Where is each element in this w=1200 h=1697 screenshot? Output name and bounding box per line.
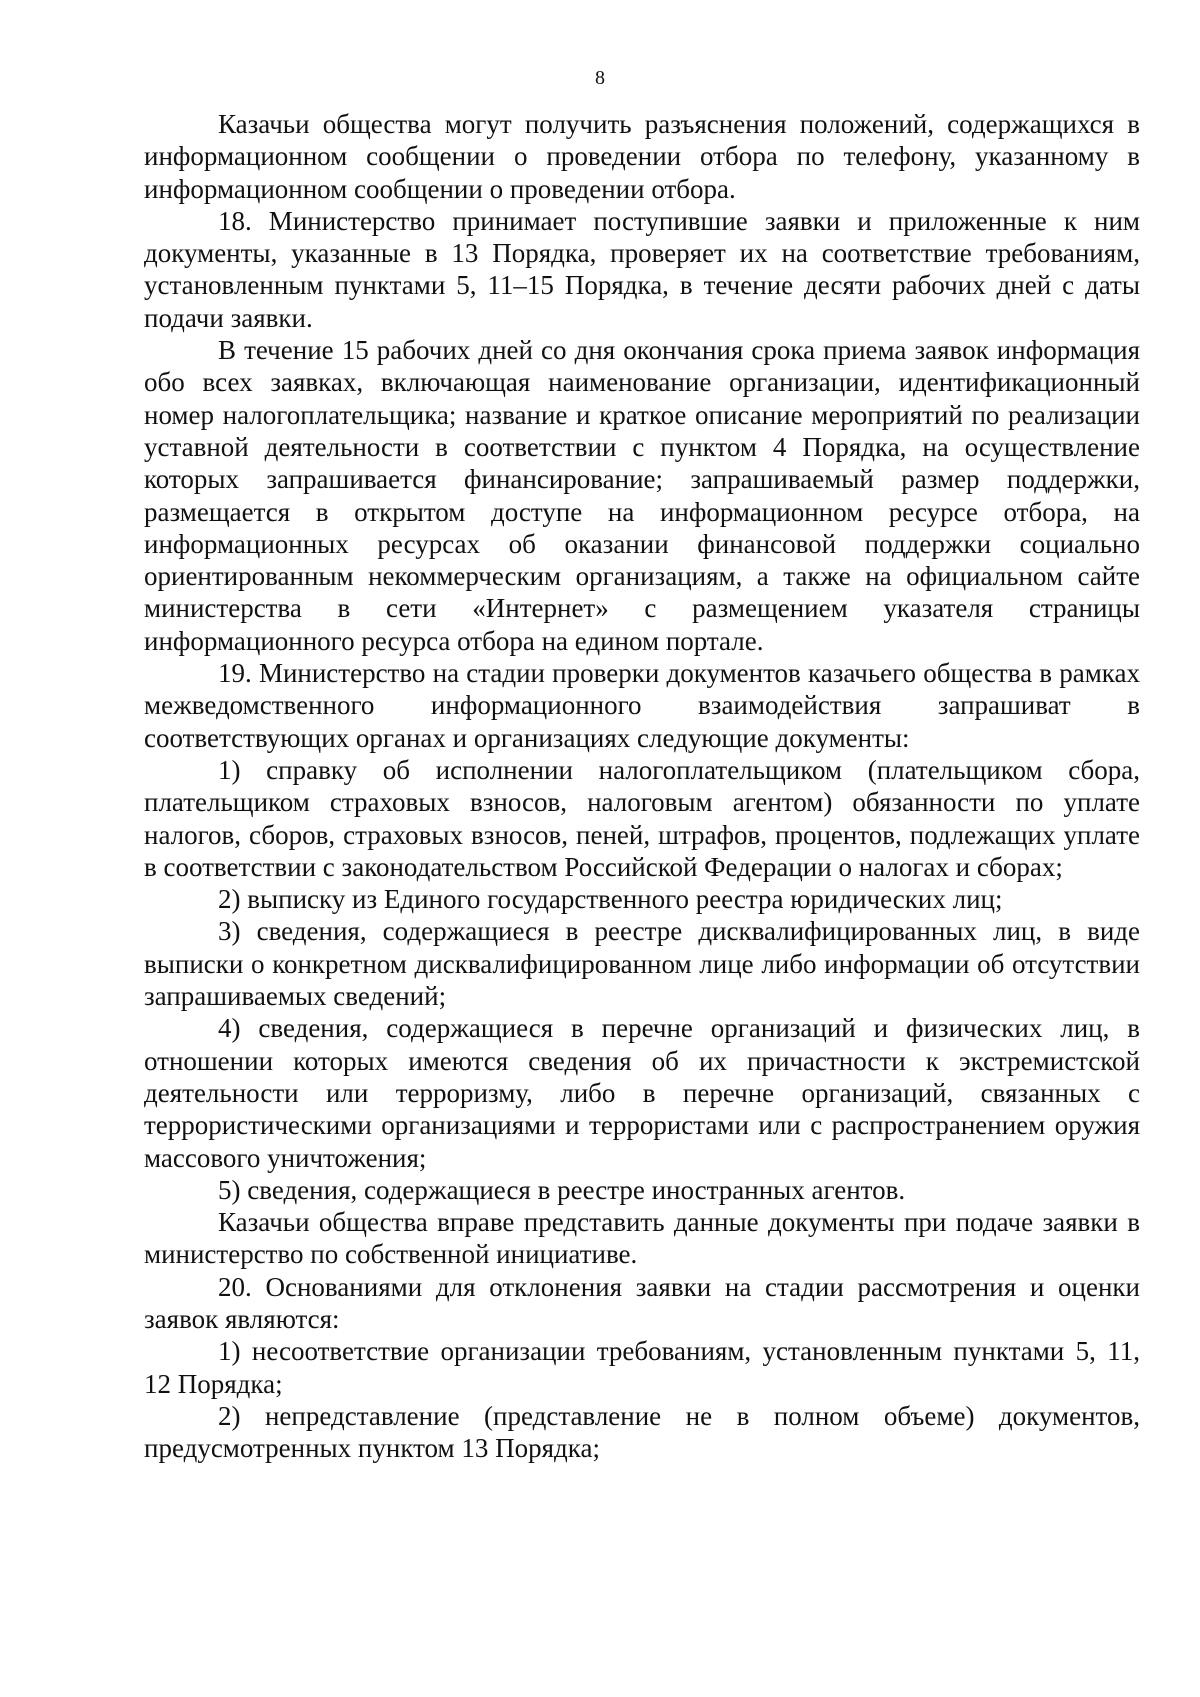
paragraph-clarifications: Казачьи общества могут получить разъяснения положений, содержащихся в информационном сообщении о проведении отбора по телефону, указанному в информационном сообщении о проведении отбора. [144,109,1140,204]
paragraph-item-20: 20. Основаниями для отклонения заявки на стадии рассмотрения и оценки заявок являются: [144,1271,1140,1334]
paragraph-own-initiative: Казачьи общества вправе представить данные документы при подаче заявки в министерство по собственной инициативе. [144,1207,1140,1270]
list-item-19-3: 3) сведения, содержащиеся в реестре дисквалифицированных лиц, в виде выписки о конкретном дисквалифицированном лице либо информации об отсутствии запрашиваемых сведений; [144,916,1140,1012]
list-item-19-4: 4) сведения, содержащиеся в перечне организаций и физических лиц, в отношении которых имеются сведения об их причастности к экстремистской деятельности или терроризму, либо в перечне организаций, связанных с террористическими организациями и террористами или с распространением оружия массового уничтожения; [144,1013,1140,1173]
list-item-19-1: 1) справку об исполнении налогоплательщиком (плательщиком сбора, плательщиком страховых взносов, налоговым агентом) обязанности по уплате налогов, сборов, страховых взносов, пеней, штрафов, процентов, подлежащих уплате в соответствии с законодательством Российской Федерации о налогах и сборах; [144,754,1140,882]
document-body [144,108,1140,1464]
paragraph-item-18: 18. Министерство принимает поступившие заявки и приложенные к ним документы, указанные в 13 Порядка, проверяет их на соответствие требованиям, установленным пунктами 5, 11–15 Порядка, в течение десяти рабочих дней с даты подачи заявки. [144,205,1140,333]
list-item-20-1: 1) несоответствие организации требованиям, установленным пунктами 5, 11, 12 Порядка; [144,1336,1140,1399]
paragraph-item-19: 19. Министерство на стадии проверки документов казачьего общества в рамках межведомственного информационного взаимодействия запрашиват в соответствующих органах и организациях следующие документы: [144,658,1140,753]
list-item-19-2: 2) выписку из Единого государственного реестра юридических лиц; [218,884,1003,915]
paragraph-publication: В течение 15 рабочих дней со дня окончания срока приема заявок информация обо всех заявках, включающая наименование организации, идентификационный номер налогоплательщика; название и краткое описание мероприятий по реализации уставной деятельности в соответствии с пунктом 4 Порядка, на осуществление которых запрашивается финансирование; запрашиваемый размер поддержки, размещается в открытом доступе на информационном ресурсе отбора, на информационных ресурсах об оказании финансовой поддержки социально ориентированным некоммерческим организациям, а также на официальном сайте министерства в сети «Интернет» с размещением указателя страницы информационного ресурса отбора на едином портале. [144,335,1140,656]
list-item-19-5: 5) сведения, содержащиеся в реестре иностранных агентов. [218,1174,906,1205]
list-item-20-2: 2) непредставление (представление не в полном объеме) документов, предусмотренных пунктом 13 Порядка; [144,1400,1140,1464]
page-number: 8 [595,67,605,89]
